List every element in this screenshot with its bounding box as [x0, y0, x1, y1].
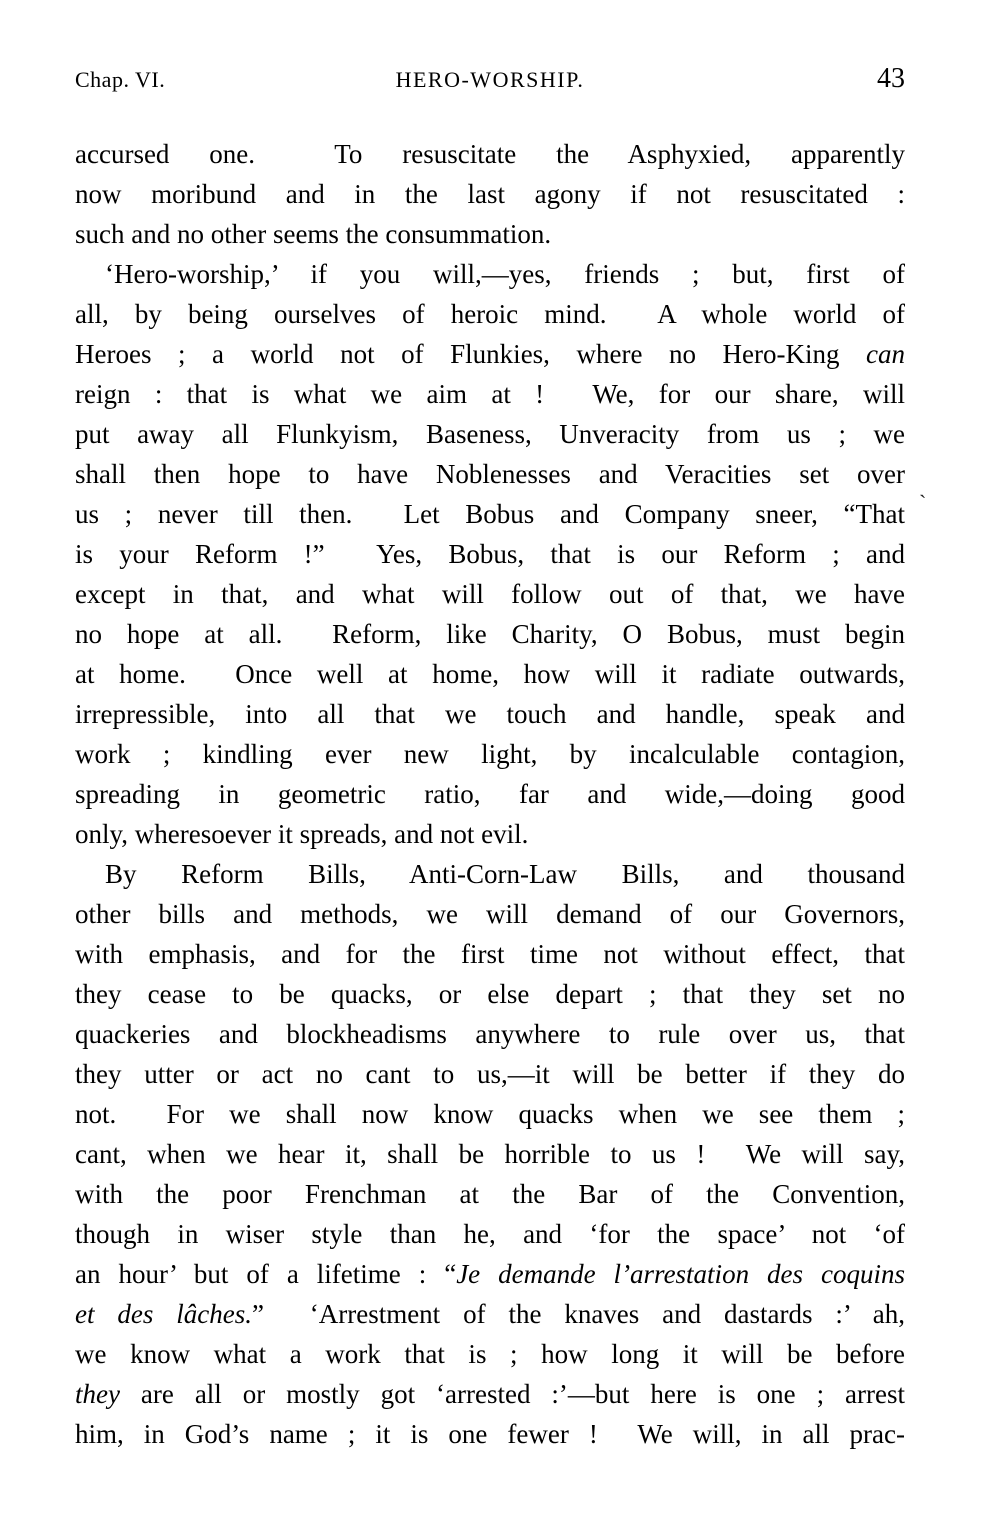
text-line — [75, 174, 905, 214]
text-line — [75, 1214, 905, 1254]
text-segment: at home. Once well at home, how will it radiate outwards, — [75, 659, 905, 689]
text-segment: ‘Hero-worship,’ if you will,—yes, friends ; but, first of — [105, 259, 905, 289]
text-segment: us ; never till then. Let Bobus and Company sneer, “That — [75, 499, 905, 529]
text-segment: quackeries and blockheadisms anywhere to rule over us, that — [75, 1019, 905, 1049]
text-line — [75, 1414, 905, 1454]
text-segment: shall then hope to have Noblenesses and Veracities set over — [75, 459, 905, 489]
italic-text-segment: they — [75, 1379, 120, 1409]
text-line — [75, 1094, 905, 1134]
text-line — [75, 1174, 905, 1214]
text-line — [75, 974, 905, 1014]
text-segment: with the poor Frenchman at the Bar of the Convention, — [75, 1179, 905, 1209]
text-segment: other bills and methods, we will demand of our Governors, — [75, 899, 905, 929]
text-segment: all, by being ourselves of heroic mind. A whole world of — [75, 299, 905, 329]
scan-artifact-mark: ` — [919, 490, 927, 515]
text-line — [75, 374, 905, 414]
text-line — [75, 254, 905, 294]
text-line — [75, 654, 905, 694]
text-segment: By Reform Bills, Anti-Corn-Law Bills, and thousand — [105, 859, 905, 889]
text-line — [75, 734, 905, 774]
text-line — [75, 134, 905, 174]
text-segment: him, in God’s name ; it is one fewer ! We will, in all prac- — [75, 1419, 905, 1449]
text-segment: Heroes ; a world not of Flunkies, where no Hero-King — [75, 339, 867, 369]
text-line — [75, 454, 905, 494]
page-number: 43 — [877, 63, 905, 94]
italic-text-segment: Je demande l’arrestation des coquins — [456, 1259, 905, 1289]
text-line — [75, 1294, 905, 1334]
text-segment: they utter or act no cant to us,—it will be better if they do — [75, 1059, 905, 1089]
text-line — [75, 1134, 905, 1174]
text-segment: we know what a work that is ; how long it will be before — [75, 1339, 905, 1369]
text-segment: work ; kindling ever new light, by incalculable contagion, — [75, 739, 905, 769]
text-segment: with emphasis, and for the first time not without effect, that — [75, 939, 905, 969]
text-line — [75, 334, 905, 374]
text-segment: is your Reform !” Yes, Bobus, that is our Reform ; and — [75, 539, 905, 569]
page-body — [75, 134, 905, 1454]
italic-text-segment: et des lâches. — [75, 1299, 252, 1329]
text-segment: not. For we shall now know quacks when we see them ; — [75, 1099, 905, 1129]
text-line — [75, 1334, 905, 1374]
text-line — [75, 294, 905, 334]
text-line — [75, 1374, 905, 1414]
text-segment: ” ‘Arrestment of the knaves and dastards :’ ah, — [251, 1299, 906, 1329]
text-line — [75, 894, 905, 934]
text-line — [75, 214, 905, 254]
text-line — [75, 1054, 905, 1094]
text-segment: only, wheresoever it spreads, and not evil. — [75, 819, 529, 849]
text-line — [75, 574, 905, 614]
text-segment: except in that, and what will follow out of that, we have — [75, 579, 905, 609]
text-line — [75, 1254, 905, 1294]
text-segment: reign : that is what we aim at ! We, for our share, will — [75, 379, 905, 409]
text-segment: put away all Flunkyism, Baseness, Unveracity from us ; we — [75, 419, 905, 449]
text-line — [75, 854, 905, 894]
text-line — [75, 1014, 905, 1054]
italic-text-segment: can — [866, 339, 905, 369]
text-segment: cant, when we hear it, shall be horrible to us ! We will say, — [75, 1139, 905, 1169]
text-segment: an hour’ but of a lifetime : “ — [75, 1259, 457, 1289]
text-segment: accursed one. To resuscitate the Asphyxied, apparently — [75, 139, 905, 169]
text-line — [75, 774, 905, 814]
text-segment: spreading in geometric ratio, far and wide,—doing good — [75, 779, 905, 809]
text-line — [75, 494, 905, 534]
text-segment: they cease to be quacks, or else depart ; that they set no — [75, 979, 905, 1009]
text-segment: such and no other seems the consummation. — [75, 219, 552, 249]
text-line — [75, 814, 905, 854]
running-header — [75, 64, 905, 95]
text-segment: no hope at all. Reform, like Charity, O Bobus, must begin — [75, 619, 905, 649]
text-line — [75, 934, 905, 974]
text-line — [75, 614, 905, 654]
text-segment: though in wiser style than he, and ‘for the space’ not ‘of — [75, 1219, 905, 1249]
text-line — [75, 414, 905, 454]
text-line — [75, 694, 905, 734]
running-title: HERO-WORSHIP. — [395, 67, 585, 92]
text-segment: are all or mostly got ‘arrested :’—but here is one ; arrest — [119, 1379, 905, 1409]
text-segment: now moribund and in the last agony if not resuscitated : — [75, 179, 905, 209]
text-line — [75, 534, 905, 574]
text-segment: irrepressible, into all that we touch and handle, speak and — [75, 699, 905, 729]
chapter-label: Chap. VI. — [75, 67, 166, 92]
